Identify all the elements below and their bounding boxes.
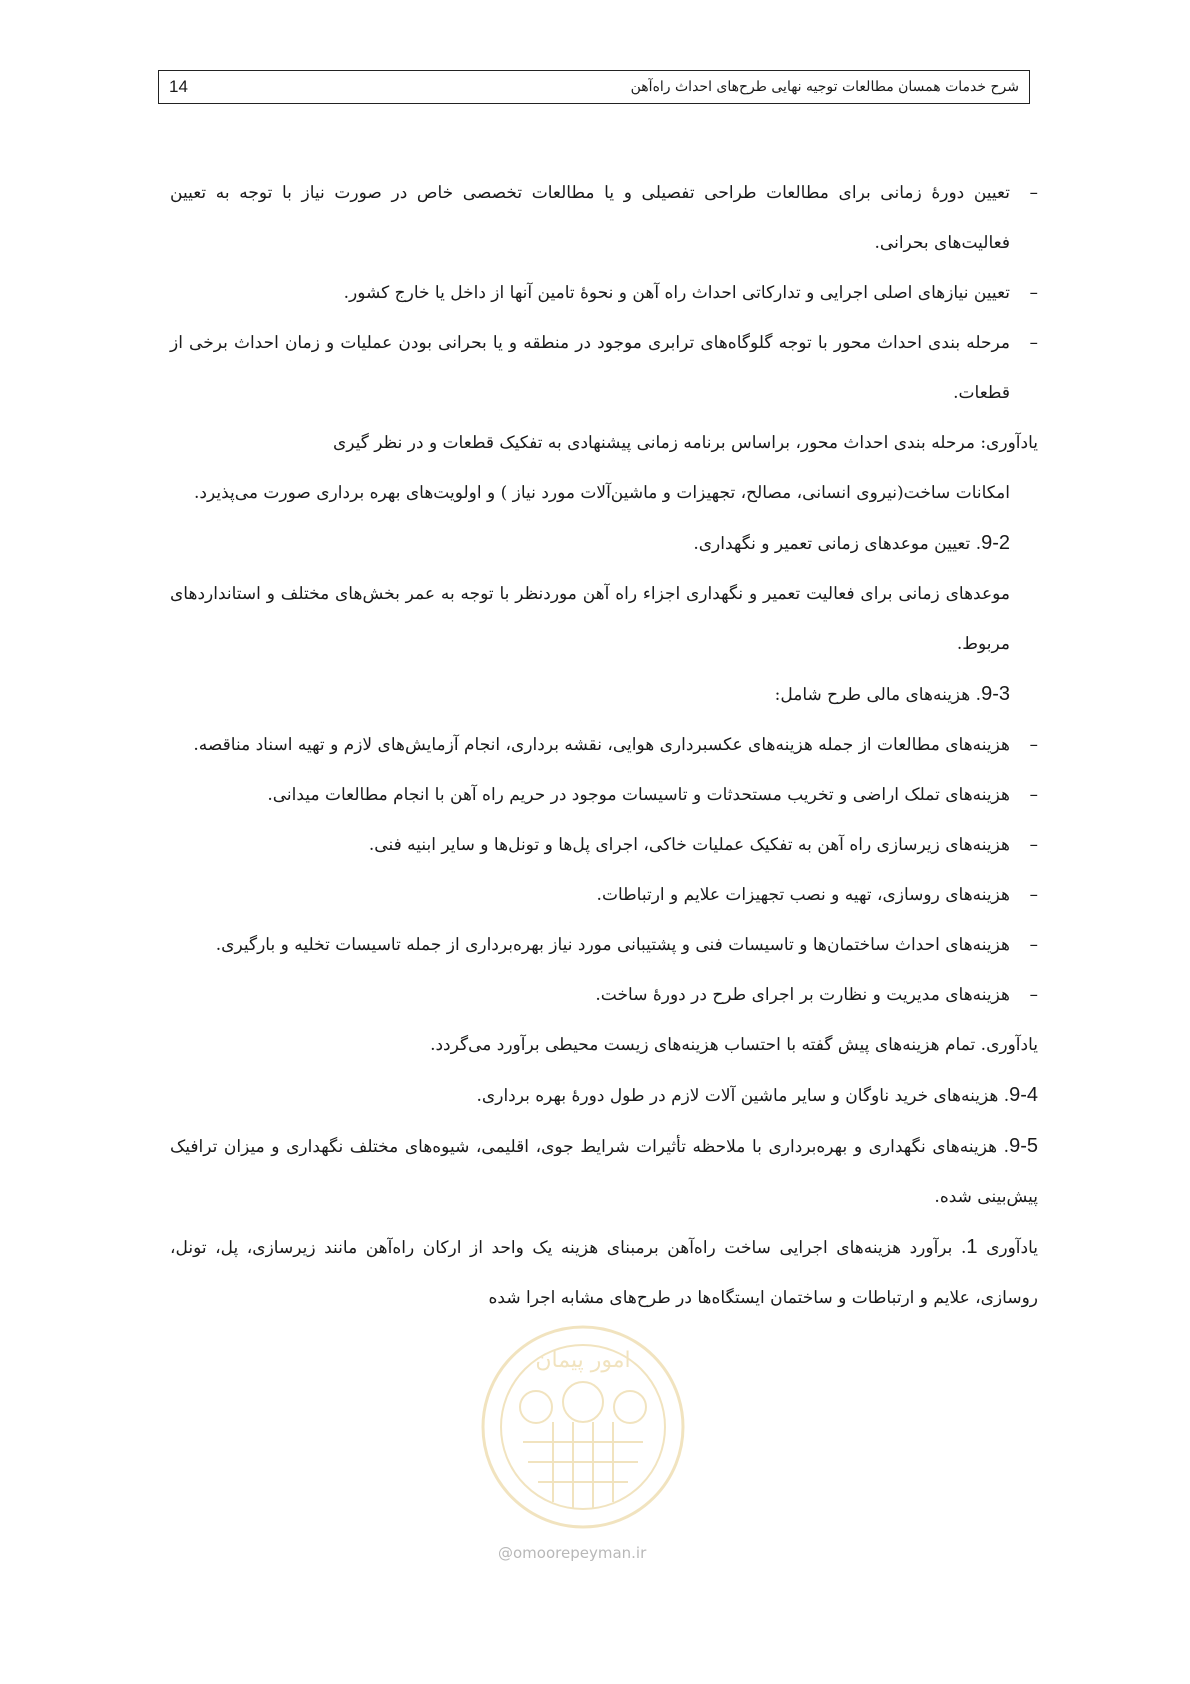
header-title: شرح خدمات همسان مطالعات توجیه نهایی طرح‌های احداث راه‌آهن	[630, 79, 1019, 95]
section-heading-5: 9-5. هزینه‌های نگهداری و بهره‌برداری با ملاحظه تأثیرات شرایط جوی، اقلیمی، شیوه‌های مختلف نگهداری و میزان ترافیک پیش‌بینی شده.	[170, 1135, 1038, 1207]
document-body	[170, 168, 1038, 1323]
section-body-2: موعدهای زمانی برای فعالیت تعمیر و نگهداری اجزاء راه آهن موردنظر با توجه به عمر بخش‌های مختلف و استانداردهای مربوط.	[170, 584, 1010, 654]
dash-bullet-icon: –	[1029, 333, 1038, 353]
page-number: 14	[169, 77, 188, 96]
dash-bullet-icon: –	[1029, 985, 1038, 1005]
note-paragraph-2: یادآوری. تمام هزینه‌های پیش گفته با احتساب هزینه‌های زیست محیطی برآورد می‌گردد.	[430, 1035, 1038, 1055]
dash-bullet-icon: –	[1029, 183, 1038, 203]
note-paragraph-3: یادآوری 1. برآورد هزینه‌های اجرایی ساخت راه‌آهن برمبنای هزینه یک واحد از ارکان راه‌آهن مانند زیرسازی، پل، تونل، روسازی، علایم و ارتباطات و ساختمان ایستگاه‌ها در طرح‌های مشابه اجرا شده	[170, 1236, 1038, 1308]
section-heading-2: 9-2. تعیین موعدهای زمانی تعمیر و نگهداری.	[693, 532, 1010, 554]
watermark-site: @omoorepeyman.ir	[498, 1544, 647, 1562]
list-item: – مرحله بندی احداث محور با توجه گلوگاه‌های ترابری موجود در منطقه و یا بحرانی بودن عملیات و زمان احداث برخی از قطعات.	[170, 318, 1038, 418]
list-item: – هزینه‌های مدیریت و نظارت بر اجرای طرح در دورهٔ ساخت.	[170, 970, 1038, 1020]
dash-bullet-icon: –	[1029, 835, 1038, 855]
list-item: – هزینه‌های تملک اراضی و تخریب مستحدثات و تاسیسات موجود در حریم راه آهن با انجام مطالعات میدانی.	[170, 770, 1038, 820]
page-header	[158, 70, 1030, 104]
watermark-logo-text: امور پیمان	[535, 1348, 631, 1373]
list-item: – هزینه‌های زیرسازی راه آهن به تفکیک عملیات خاکی، اجرای پل‌ها و تونل‌ها و سایر ابنیه فنی.	[170, 820, 1038, 870]
section-heading-4: 9-4. هزینه‌های خرید ناوگان و سایر ماشین آلات لازم در طول دورهٔ بهره برداری.	[476, 1084, 1038, 1106]
note-line-1: یادآوری: مرحله بندی احداث محور، براساس برنامه زمانی پیشنهادی به تفکیک قطعات و در نظر گیری	[332, 433, 1038, 453]
dash-bullet-icon: –	[1029, 935, 1038, 955]
list-item: – هزینه‌های احداث ساختمان‌ها و تاسیسات فنی و پشتیبانی مورد نیاز بهره‌برداری از جمله تاسیسات تخلیه و بارگیری.	[170, 920, 1038, 970]
dash-bullet-icon: –	[1029, 885, 1038, 905]
list-item: – تعیین نیازهای اصلی اجرایی و تدارکاتی احداث راه آهن و نحوهٔ تامین آنها از داخل یا خارج کشور.	[170, 268, 1038, 318]
list-item: – هزینه‌های روسازی، تهیه و نصب تجهیزات علایم و ارتباطات.	[170, 870, 1038, 920]
list-item: – تعیین دورهٔ زمانی برای مطالعات طراحی تفصیلی و یا مطالعات تخصصی خاص در صورت نیاز با توجه به تعیین فعالیت‌های بحرانی.	[170, 168, 1038, 268]
note-continuation: امکانات ساخت(نیروی انسانی، مصالح، تجهیزات و ماشین‌آلات مورد نیاز ) و اولویت‌های بهره برداری صورت می‌پذیرد.	[194, 483, 1010, 503]
watermark-logo-icon	[478, 1322, 688, 1532]
note-paragraph	[170, 418, 1038, 518]
dash-bullet-icon: –	[1029, 785, 1038, 805]
section-heading-3: 9-3. هزینه‌های مالی طرح شامل:	[774, 683, 1010, 705]
dash-bullet-icon: –	[1029, 283, 1038, 303]
list-item: – هزینه‌های مطالعات از جمله هزینه‌های عکسبرداری هوایی، نقشه برداری، انجام آزمایش‌های لازم و تهیه اسناد مناقصه.	[170, 720, 1038, 770]
dash-bullet-icon: –	[1029, 735, 1038, 755]
